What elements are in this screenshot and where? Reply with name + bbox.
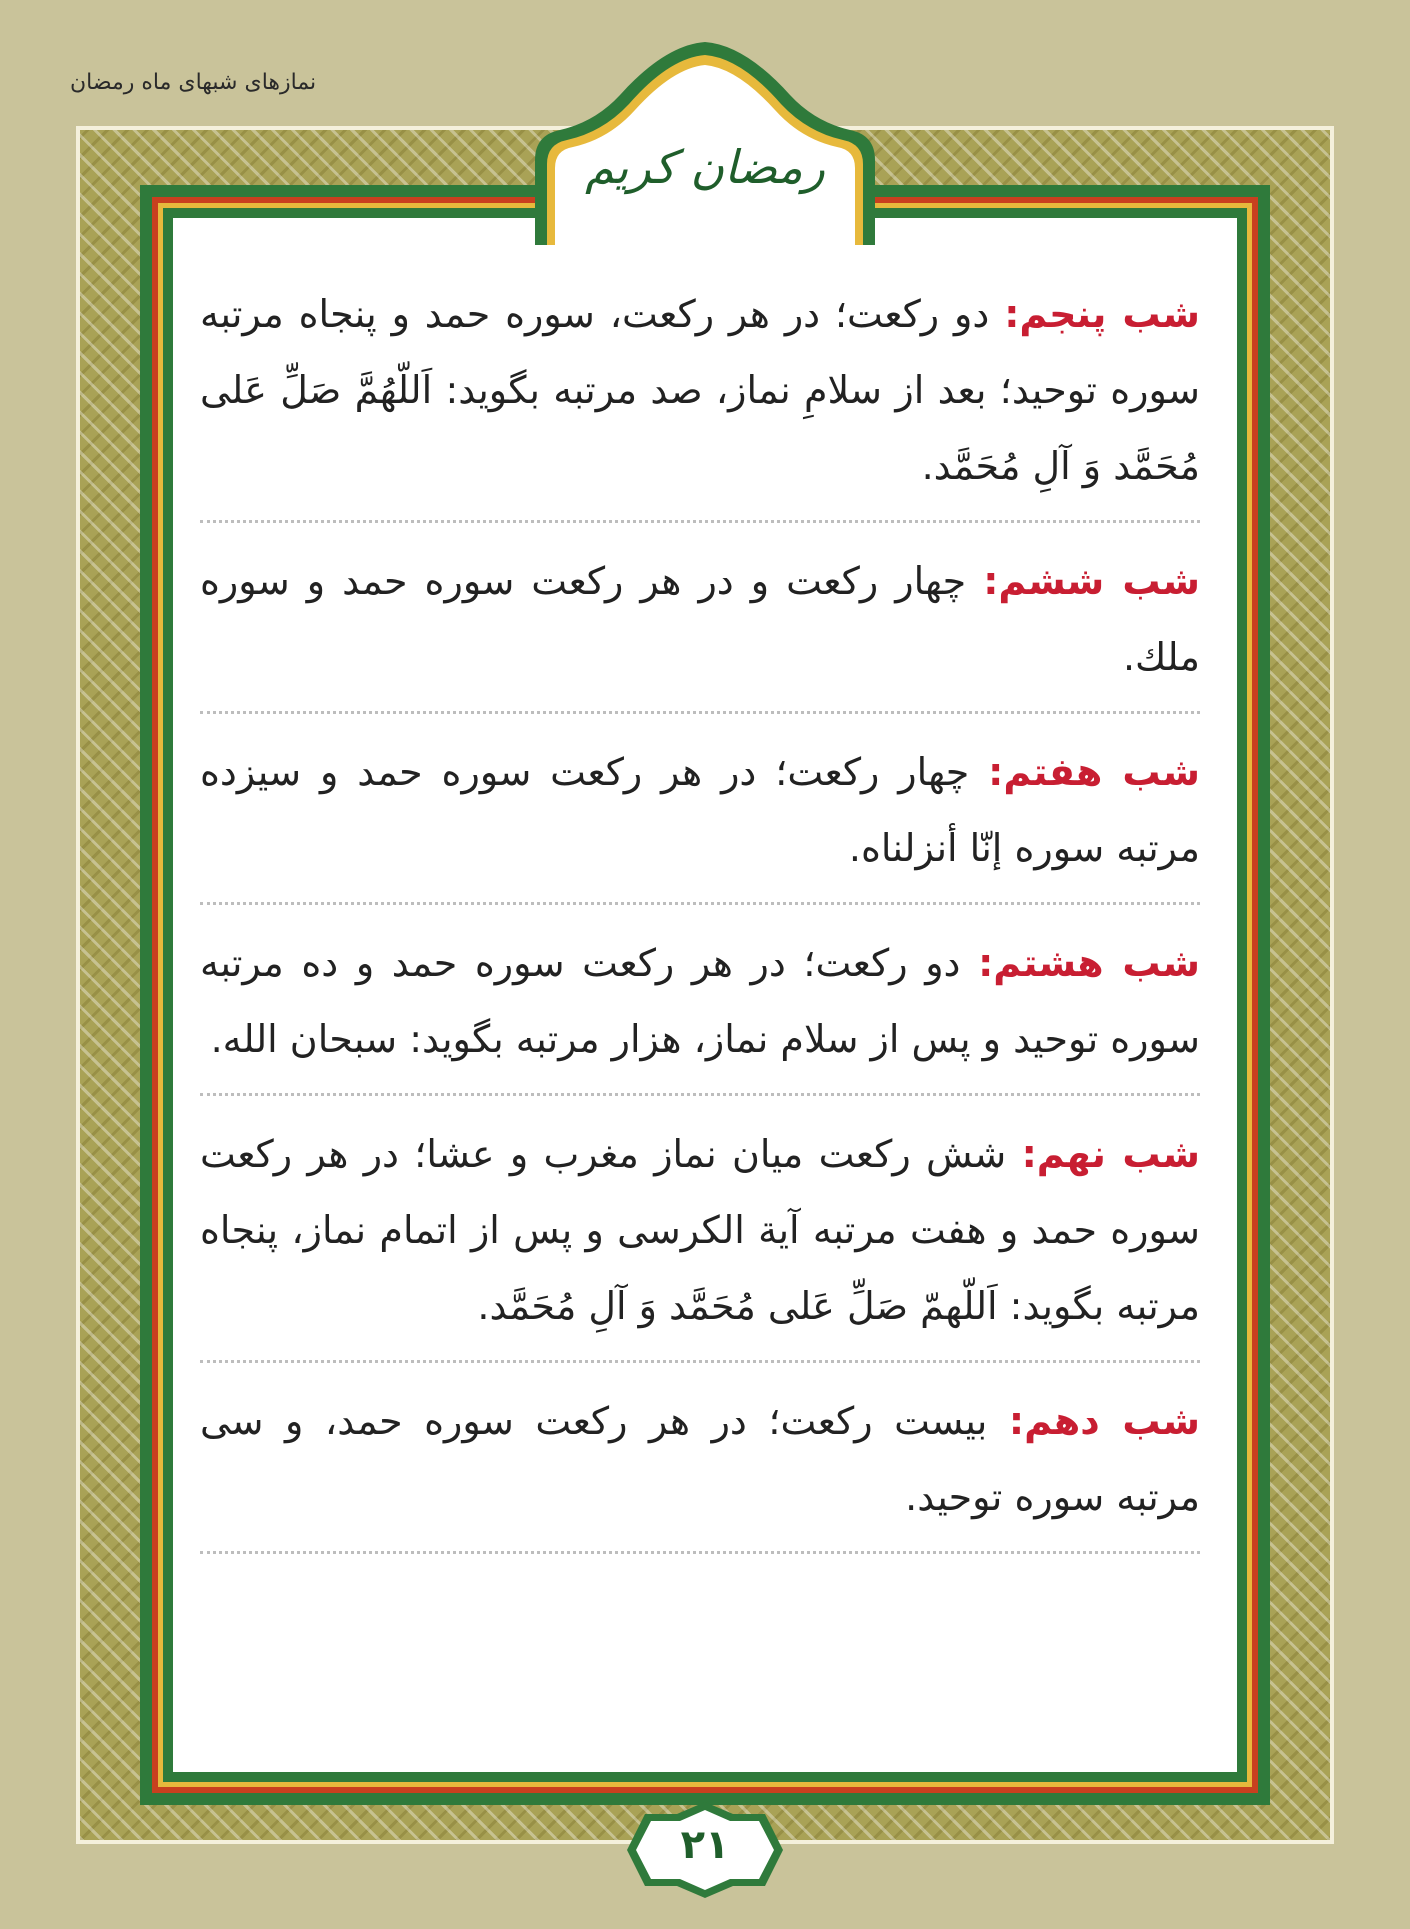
entry-night-7 xyxy=(200,728,1200,902)
entry-text: دو رکعت؛ در هر رکعت، سوره حمد و پنجاه مرتبه سوره توحید؛ بعد از سلامِ نماز، صد مرتبه بگوید: اَللّهُمَّ صَلِّ عَلی مُحَمَّد وَ آلِ مُحَمَّد. xyxy=(200,292,1200,488)
dotted-divider xyxy=(200,1360,1200,1363)
dotted-divider xyxy=(200,1551,1200,1554)
ornament-title: رمضان کریم xyxy=(585,140,825,194)
entry-night-5 xyxy=(200,270,1200,520)
entry-label: شب پنجم: xyxy=(1004,292,1200,336)
running-header-title: نمازهای شبهای ماه رمضان xyxy=(70,70,317,95)
dotted-divider xyxy=(200,711,1200,714)
dotted-divider xyxy=(200,1093,1200,1096)
entry-label: شب هشتم: xyxy=(978,941,1200,985)
entry-text: دو رکعت؛ در هر رکعت سوره حمد و ده مرتبه سوره توحید و پس از سلام نماز، هزار مرتبه بگوید: سبحان الله. xyxy=(200,941,1200,1061)
entry-night-10 xyxy=(200,1377,1200,1551)
entry-text: شش رکعت میان نماز مغرب و عشا؛ در هر رکعت سوره حمد و هفت مرتبه آیة الکرسی و پس از اتمام نماز، پنجاه مرتبه بگوید: اَللّهمّ صَلِّ عَلی مُحَمَّد وَ آلِ مُحَمَّد. xyxy=(200,1132,1200,1328)
entry-label: شب دهم: xyxy=(1008,1399,1201,1443)
entry-text: چهار رکعت؛ در هر رکعت سوره حمد و سیزده مرتبه سوره إنّا أنزلناه. xyxy=(200,750,1200,870)
entry-night-6 xyxy=(200,537,1200,711)
entry-night-8 xyxy=(200,919,1200,1093)
entry-label: شب هفتم: xyxy=(988,750,1200,794)
entry-label: شب نهم: xyxy=(1021,1132,1200,1176)
entry-text: بیست رکعت؛ در هر رکعت سوره حمد، و سی مرتبه سوره توحید. xyxy=(200,1399,1200,1519)
entry-text: چهار رکعت و در هر رکعت سوره حمد و سوره ملك. xyxy=(200,559,1200,679)
entry-label: شب ششم: xyxy=(983,559,1201,603)
dotted-divider xyxy=(200,902,1200,905)
prayer-entries xyxy=(200,270,1200,1568)
dotted-divider xyxy=(200,520,1200,523)
page-number: ۲۱ xyxy=(680,1822,730,1868)
entry-night-9 xyxy=(200,1110,1200,1360)
